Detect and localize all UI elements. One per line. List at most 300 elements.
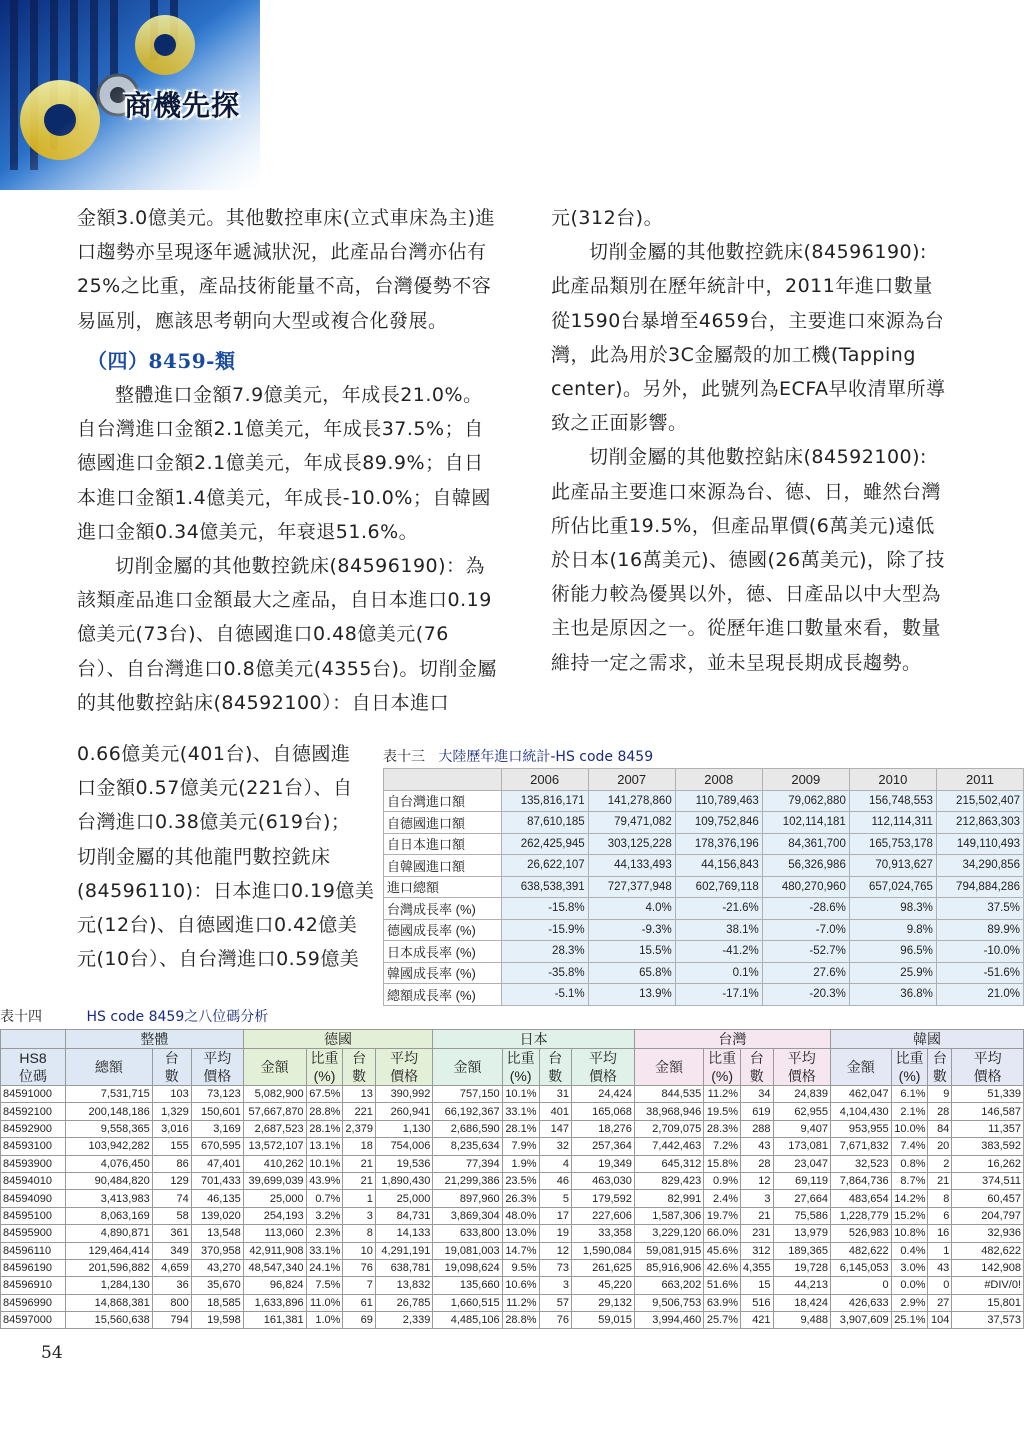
hs8-code-cell: 84592100: [1, 1103, 66, 1120]
value-cell: 103: [152, 1086, 191, 1103]
value-cell: 37.5%: [936, 898, 1023, 920]
value-cell: 4,076,450: [66, 1155, 153, 1172]
narrow-line: 元(10台）、自台灣進口0.59億美: [77, 948, 360, 971]
value-cell: 178,376,196: [675, 833, 762, 855]
value-cell: 21: [343, 1172, 376, 1189]
value-cell: 33.1%: [306, 1242, 343, 1259]
value-cell: 483,654: [830, 1190, 891, 1207]
hs8-code-cell: 84594010: [1, 1172, 66, 1189]
table13-caption: [383, 746, 653, 766]
column-header: 比重 (%): [891, 1049, 928, 1086]
value-cell: 3.0%: [891, 1259, 928, 1276]
value-cell: 0.8%: [891, 1155, 928, 1172]
value-cell: 36: [152, 1277, 191, 1294]
value-cell: 109,752,846: [675, 812, 762, 834]
group-header: 日本: [433, 1030, 635, 1049]
value-cell: 4,890,871: [66, 1225, 153, 1242]
table-row: [1, 1259, 1024, 1276]
narrow-line: 切削金屬的其他龍門數控銑床: [77, 845, 331, 868]
value-cell: 1,633,896: [243, 1294, 306, 1311]
value-cell: 10: [343, 1242, 376, 1259]
value-cell: 155: [152, 1138, 191, 1155]
value-cell: 59,015: [572, 1312, 635, 1329]
column-header: 台 數: [928, 1049, 952, 1086]
value-cell: 844,535: [634, 1086, 703, 1103]
value-cell: 4,659: [152, 1259, 191, 1276]
value-cell: 19: [539, 1225, 572, 1242]
hs8-code-cell: 84596190: [1, 1259, 66, 1276]
value-cell: 51,339: [952, 1086, 1024, 1103]
value-cell: 303,125,228: [588, 833, 675, 855]
value-cell: 2,686,590: [433, 1120, 502, 1137]
value-cell: 38,968,946: [634, 1103, 703, 1120]
right-column: [551, 201, 951, 680]
value-cell: 82,991: [634, 1190, 703, 1207]
value-cell: 102,114,181: [762, 812, 849, 834]
value-cell: 261,625: [572, 1259, 635, 1276]
value-cell: -9.3%: [588, 919, 675, 941]
value-cell: 11.2%: [502, 1294, 539, 1311]
value-cell: -52.7%: [762, 941, 849, 963]
value-cell: 727,377,948: [588, 876, 675, 898]
value-cell: -7.0%: [762, 919, 849, 941]
value-cell: 15,560,638: [66, 1312, 153, 1329]
value-cell: 462,047: [830, 1086, 891, 1103]
value-cell: 57: [539, 1294, 572, 1311]
value-cell: 6: [928, 1207, 952, 1224]
value-cell: -35.8%: [501, 962, 588, 984]
value-cell: 2.1%: [891, 1103, 928, 1120]
right-paragraph-0: 元(312台)。: [551, 207, 664, 229]
hs8-code-cell: 84593100: [1, 1138, 66, 1155]
value-cell: 480,270,960: [762, 876, 849, 898]
value-cell: 7.9%: [502, 1138, 539, 1155]
value-cell: 21: [741, 1207, 774, 1224]
value-cell: 0.1%: [675, 962, 762, 984]
value-cell: 150,601: [191, 1103, 243, 1120]
value-cell: 526,983: [830, 1225, 891, 1242]
value-cell: 32,523: [830, 1155, 891, 1172]
value-cell: 201,596,882: [66, 1259, 153, 1276]
value-cell: 19.7%: [704, 1207, 741, 1224]
value-cell: 75,586: [773, 1207, 830, 1224]
value-cell: 9.8%: [849, 919, 936, 941]
table-row: [1, 1207, 1024, 1224]
value-cell: 897,960: [433, 1190, 502, 1207]
value-cell: 9,488: [773, 1312, 830, 1329]
table-row: [384, 833, 1024, 855]
value-cell: 48.0%: [502, 1207, 539, 1224]
value-cell: 62,955: [773, 1103, 830, 1120]
hs8-code-cell: 84596910: [1, 1277, 66, 1294]
value-cell: 5: [539, 1190, 572, 1207]
value-cell: 18: [343, 1138, 376, 1155]
value-cell: 6.1%: [891, 1086, 928, 1103]
value-cell: 1,590,084: [572, 1242, 635, 1259]
value-cell: 38.1%: [675, 919, 762, 941]
value-cell: 227,606: [572, 1207, 635, 1224]
value-cell: 25,000: [375, 1190, 432, 1207]
value-cell: 19,349: [572, 1155, 635, 1172]
value-cell: -21.6%: [675, 898, 762, 920]
table-row: [384, 812, 1024, 834]
table-row: [1, 1225, 1024, 1242]
left-column-narrow: [77, 737, 375, 976]
value-cell: 44,133,493: [588, 855, 675, 877]
value-cell: 96.5%: [849, 941, 936, 963]
value-cell: 794,884,286: [936, 876, 1023, 898]
value-cell: 374,511: [952, 1172, 1024, 1189]
group-header: 韓國: [830, 1030, 1023, 1049]
value-cell: 73: [539, 1259, 572, 1276]
value-cell: 23.5%: [502, 1172, 539, 1189]
narrow-line: 0.66億美元(401台)、自德國進: [77, 743, 351, 765]
value-cell: 602,769,118: [675, 876, 762, 898]
value-cell: 262,425,945: [501, 833, 588, 855]
value-cell: 482,622: [830, 1242, 891, 1259]
value-cell: 2.9%: [891, 1294, 928, 1311]
row-label: 韓國成長率 (%): [384, 962, 502, 984]
table-row: [384, 855, 1024, 877]
value-cell: 42.6%: [704, 1259, 741, 1276]
narrow-line: (84596110)：日本進口0.19億美: [77, 879, 375, 902]
column-header: 平均 價格: [191, 1049, 243, 1086]
value-cell: 757,150: [433, 1086, 502, 1103]
value-cell: -5.1%: [501, 984, 588, 1006]
right-paragraph-2: 切削金屬的其他數控鉆床(84592100): 此產品主要進口來源為台、德、日，雖然台灣所佔比重19.5%，但產品單價(6萬美元)遠低於日本(16萬美元)、德國(26萬美元)，除了技術能力較為優異以外，德、日產品以中大型為主也是原因之一。從歷年進口數量來看，數量維持一定之需求，並未呈現長期成長趨勢。: [551, 446, 946, 674]
value-cell: 1,587,306: [634, 1207, 703, 1224]
value-cell: 25.1%: [891, 1312, 928, 1329]
value-cell: 43.9%: [306, 1172, 343, 1189]
value-cell: 87,610,185: [501, 812, 588, 834]
value-cell: 800: [152, 1294, 191, 1311]
value-cell: 8.7%: [891, 1172, 928, 1189]
value-cell: 67.5%: [306, 1086, 343, 1103]
value-cell: 57,667,870: [243, 1103, 306, 1120]
table13-number: 表十三: [383, 749, 425, 765]
value-cell: 46: [539, 1172, 572, 1189]
value-cell: 9: [928, 1086, 952, 1103]
year-header: 2009: [762, 769, 849, 791]
hs8-analysis-table: [0, 1029, 1024, 1329]
value-cell: 63.9%: [704, 1294, 741, 1311]
value-cell: 161,381: [243, 1312, 306, 1329]
value-cell: 84,361,700: [762, 833, 849, 855]
value-cell: 29,132: [572, 1294, 635, 1311]
value-cell: 19.5%: [704, 1103, 741, 1120]
value-cell: 4,355: [741, 1259, 774, 1276]
value-cell: 3: [741, 1190, 774, 1207]
table-row: [1, 1103, 1024, 1120]
value-cell: 20: [928, 1138, 952, 1155]
value-cell: 76: [343, 1259, 376, 1276]
value-cell: 23,047: [773, 1155, 830, 1172]
left-paragraph-1: 整體進口金額7.9億美元，年成長21.0%。自台灣進口金額2.1億美元，年成長37.5%；自德國進口金額2.1億美元，年成長89.9%；自日本進口金額1.4億美元，年成長-10.0%；自韓國進口金額0.34億美元，年衰退51.6%。: [77, 384, 491, 543]
value-cell: 59,081,915: [634, 1242, 703, 1259]
value-cell: 383,592: [952, 1138, 1024, 1155]
value-cell: 8: [343, 1225, 376, 1242]
value-cell: 28.8%: [502, 1312, 539, 1329]
value-cell: 12: [741, 1172, 774, 1189]
narrow-line: 台灣進口0.38億美元(619台)；: [77, 811, 351, 834]
value-cell: 39,699,039: [243, 1172, 306, 1189]
value-cell: 638,538,391: [501, 876, 588, 898]
column-header: 金額: [634, 1049, 703, 1086]
value-cell: 7,531,715: [66, 1086, 153, 1103]
table-row: [384, 898, 1024, 920]
value-cell: 36.8%: [849, 984, 936, 1006]
value-cell: 179,592: [572, 1190, 635, 1207]
value-cell: 13,548: [191, 1225, 243, 1242]
hs8-code-cell: 84596990: [1, 1294, 66, 1311]
value-cell: 7,864,736: [830, 1172, 891, 1189]
column-header: 金額: [830, 1049, 891, 1086]
table14-title: HS code 8459之八位碼分析: [86, 1009, 269, 1025]
column-header: 總額: [66, 1049, 153, 1086]
value-cell: 3,169: [191, 1120, 243, 1137]
value-cell: 1: [343, 1190, 376, 1207]
value-cell: 11,357: [952, 1120, 1024, 1137]
table14-caption: [0, 1006, 268, 1026]
row-label: 自台灣進口額: [384, 790, 502, 812]
value-cell: 204,797: [952, 1207, 1024, 1224]
value-cell: 1,890,430: [375, 1172, 432, 1189]
value-cell: 390,992: [375, 1086, 432, 1103]
value-cell: 141,278,860: [588, 790, 675, 812]
value-cell: 98.3%: [849, 898, 936, 920]
value-cell: 69,119: [773, 1172, 830, 1189]
value-cell: 28.8%: [306, 1103, 343, 1120]
value-cell: 44,156,843: [675, 855, 762, 877]
value-cell: 18,585: [191, 1294, 243, 1311]
value-cell: 28.1%: [306, 1120, 343, 1137]
value-cell: 76: [539, 1312, 572, 1329]
value-cell: 34: [741, 1086, 774, 1103]
value-cell: 15: [741, 1277, 774, 1294]
value-cell: 254,193: [243, 1207, 306, 1224]
value-cell: 32: [539, 1138, 572, 1155]
value-cell: 44,213: [773, 1277, 830, 1294]
value-cell: 4,485,106: [433, 1312, 502, 1329]
value-cell: 3.2%: [306, 1207, 343, 1224]
value-cell: 147: [539, 1120, 572, 1137]
value-cell: 16,262: [952, 1155, 1024, 1172]
value-cell: 645,312: [634, 1155, 703, 1172]
value-cell: 212,863,303: [936, 812, 1023, 834]
value-cell: 26,785: [375, 1294, 432, 1311]
value-cell: 189,365: [773, 1242, 830, 1259]
value-cell: 110,789,463: [675, 790, 762, 812]
page-number: 54: [41, 1343, 63, 1363]
hs8-code-cell: 84594090: [1, 1190, 66, 1207]
value-cell: 65.8%: [588, 962, 675, 984]
value-cell: 24.1%: [306, 1259, 343, 1276]
value-cell: 60,457: [952, 1190, 1024, 1207]
value-cell: 421: [741, 1312, 774, 1329]
group-header: 德國: [243, 1030, 433, 1049]
corner-cell: [1, 1030, 66, 1049]
value-cell: 165,753,178: [849, 833, 936, 855]
hs8-code-cell: 84597000: [1, 1312, 66, 1329]
value-cell: 156,748,553: [849, 790, 936, 812]
value-cell: 463,030: [572, 1172, 635, 1189]
value-cell: 13: [343, 1086, 376, 1103]
value-cell: 6,145,053: [830, 1259, 891, 1276]
value-cell: 79,062,880: [762, 790, 849, 812]
value-cell: 7.4%: [891, 1138, 928, 1155]
value-cell: 26,622,107: [501, 855, 588, 877]
table-row: [384, 919, 1024, 941]
column-header: 比重 (%): [704, 1049, 741, 1086]
table-row: [1, 1120, 1024, 1137]
row-label: 德國成長率 (%): [384, 919, 502, 941]
value-cell: 2: [928, 1155, 952, 1172]
column-header: 比重 (%): [502, 1049, 539, 1086]
value-cell: 104: [928, 1312, 952, 1329]
group-header: 台灣: [634, 1030, 830, 1049]
value-cell: 13.9%: [588, 984, 675, 1006]
column-header: 台 數: [539, 1049, 572, 1086]
value-cell: 69: [343, 1312, 376, 1329]
value-cell: 9,506,753: [634, 1294, 703, 1311]
table-row: [1, 1138, 1024, 1155]
column-header: 平均 價格: [773, 1049, 830, 1086]
value-cell: 79,471,082: [588, 812, 675, 834]
value-cell: 89.9%: [936, 919, 1023, 941]
value-cell: 28: [741, 1155, 774, 1172]
column-header: 金額: [433, 1049, 502, 1086]
value-cell: 3: [539, 1277, 572, 1294]
value-cell: 10.6%: [502, 1277, 539, 1294]
column-header: 平均 價格: [375, 1049, 432, 1086]
year-header: 2007: [588, 769, 675, 791]
value-cell: 13.0%: [502, 1225, 539, 1242]
value-cell: 231: [741, 1225, 774, 1242]
value-cell: 2.4%: [704, 1190, 741, 1207]
value-cell: 15.8%: [704, 1155, 741, 1172]
value-cell: 48,547,340: [243, 1259, 306, 1276]
value-cell: 7,671,832: [830, 1138, 891, 1155]
value-cell: 85,916,906: [634, 1259, 703, 1276]
table-row: [1, 1155, 1024, 1172]
value-cell: 1,130: [375, 1120, 432, 1137]
value-cell: 3,869,304: [433, 1207, 502, 1224]
value-cell: 2.3%: [306, 1225, 343, 1242]
value-cell: 482,622: [952, 1242, 1024, 1259]
year-header: 2006: [501, 769, 588, 791]
value-cell: 37,573: [952, 1312, 1024, 1329]
left-paragraph-0: 金額3.0億美元。其他數控車床(立式車床為主)進口趨勢亦呈現逐年遞減狀況，此產品台灣亦佔有25%之比重，產品技術能量不高，台灣優勢不容易區別，應該思考朝向大型或複合化發展。: [77, 207, 496, 332]
value-cell: -10.0%: [936, 941, 1023, 963]
table-row: [1, 1277, 1024, 1294]
left-paragraph-2: 切削金屬的其他數控銑床(84596190)：為該類產品進口金額最大之產品，自日本進口0.19億美元(73台)、自德國進口0.48億美元(76台）、自台灣進口0.8億美元(4355台)。切削金屬的其他數控鉆床(84592100）：自日本進口: [77, 555, 497, 714]
value-cell: 9,407: [773, 1120, 830, 1137]
value-cell: 12: [539, 1242, 572, 1259]
value-cell: 2,687,523: [243, 1120, 306, 1137]
section-title: 商機先探: [124, 89, 241, 122]
value-cell: 0.0%: [891, 1277, 928, 1294]
section-heading: （四）8459-類: [87, 348, 236, 373]
value-cell: 7,442,463: [634, 1138, 703, 1155]
value-cell: 18,276: [572, 1120, 635, 1137]
value-cell: 1,284,130: [66, 1277, 153, 1294]
year-header: 2008: [675, 769, 762, 791]
value-cell: 1,660,515: [433, 1294, 502, 1311]
value-cell: 4.0%: [588, 898, 675, 920]
value-cell: 43: [741, 1138, 774, 1155]
value-cell: 10.0%: [891, 1120, 928, 1137]
value-cell: 1.0%: [306, 1312, 343, 1329]
value-cell: 1.9%: [502, 1155, 539, 1172]
value-cell: 33.1%: [502, 1103, 539, 1120]
table-row: [1, 1312, 1024, 1329]
value-cell: 0: [928, 1277, 952, 1294]
value-cell: 1: [928, 1242, 952, 1259]
value-cell: 829,423: [634, 1172, 703, 1189]
value-cell: 13,832: [375, 1277, 432, 1294]
value-cell: 8,063,169: [66, 1207, 153, 1224]
value-cell: 18,424: [773, 1294, 830, 1311]
value-cell: 663,202: [634, 1277, 703, 1294]
value-cell: 146,587: [952, 1103, 1024, 1120]
table-row: [1, 1172, 1024, 1189]
value-cell: 112,114,311: [849, 812, 936, 834]
value-cell: 19,081,003: [433, 1242, 502, 1259]
value-cell: -15.9%: [501, 919, 588, 941]
value-cell: 21: [928, 1172, 952, 1189]
value-cell: 35,670: [191, 1277, 243, 1294]
value-cell: 21.0%: [936, 984, 1023, 1006]
value-cell: 21: [343, 1155, 376, 1172]
value-cell: -41.2%: [675, 941, 762, 963]
value-cell: 2,339: [375, 1312, 432, 1329]
value-cell: 361: [152, 1225, 191, 1242]
value-cell: 370,958: [191, 1242, 243, 1259]
value-cell: 25,000: [243, 1190, 306, 1207]
value-cell: 4,104,430: [830, 1103, 891, 1120]
table-row: [1, 1242, 1024, 1259]
value-cell: 25.7%: [704, 1312, 741, 1329]
value-cell: 58: [152, 1207, 191, 1224]
value-cell: 19,598: [191, 1312, 243, 1329]
value-cell: 11.2%: [704, 1086, 741, 1103]
value-cell: 66.0%: [704, 1225, 741, 1242]
value-cell: 84: [928, 1120, 952, 1137]
value-cell: 32,936: [952, 1225, 1024, 1242]
value-cell: 129,464,414: [66, 1242, 153, 1259]
value-cell: 149,110,493: [936, 833, 1023, 855]
value-cell: 3,907,609: [830, 1312, 891, 1329]
value-cell: 9.5%: [502, 1259, 539, 1276]
value-cell: 13,572,107: [243, 1138, 306, 1155]
hs8-code-cell: 84595900: [1, 1225, 66, 1242]
table-row: [384, 984, 1024, 1006]
column-header: 平均 價格: [572, 1049, 635, 1086]
value-cell: 5,082,900: [243, 1086, 306, 1103]
value-cell: 7: [343, 1277, 376, 1294]
column-header: 台 數: [741, 1049, 774, 1086]
value-cell: -20.3%: [762, 984, 849, 1006]
value-cell: 13,979: [773, 1225, 830, 1242]
value-cell: 410,262: [243, 1155, 306, 1172]
group-header: 整體: [66, 1030, 244, 1049]
value-cell: 8: [928, 1190, 952, 1207]
value-cell: 426,633: [830, 1294, 891, 1311]
value-cell: 173,081: [773, 1138, 830, 1155]
hs8-code-cell: 84591000: [1, 1086, 66, 1103]
value-cell: 7.5%: [306, 1277, 343, 1294]
value-cell: 14,868,381: [66, 1294, 153, 1311]
